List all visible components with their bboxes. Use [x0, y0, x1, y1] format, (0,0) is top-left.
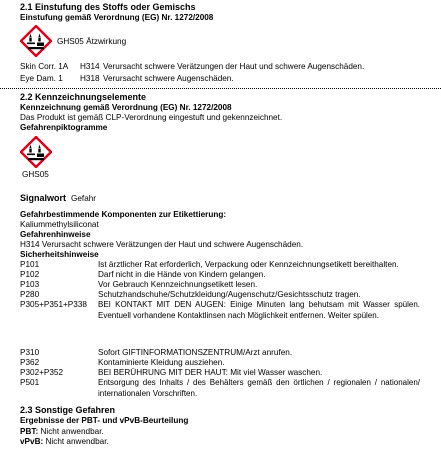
hazard-code: H314 [80, 62, 100, 71]
section-divider [0, 88, 441, 89]
pbt-line [20, 427, 104, 436]
precaution-text: Entsorgung des Inhalts / des Behälters gemäß den örtlichen / regionalen / nationalen/ internationalen Vorschriften. [98, 378, 420, 398]
signal-word-label: Signalwort [20, 193, 67, 203]
pictogram-caption: GHS05 [22, 170, 49, 179]
section-title: 2.1 Einstufung des Stoffs oder Gemischs [20, 2, 196, 12]
precaution-code: P103 [20, 280, 40, 289]
vpvb-value: Nicht anwendbar. [45, 437, 109, 446]
precaution-code: P102 [20, 270, 40, 279]
hazard-text: Verursacht schwere Verätzungen der Haut und schwere Augenschäden. [103, 62, 365, 71]
precaution-text: BEI BERÜHRUNG MIT DER HAUT: Mit viel Wasser waschen. [98, 368, 323, 377]
precaution-text: BEI KONTAKT MIT DEN AUGEN: Einige Minuten lang behutsam mit Wasser spülen. Eventuell vorhandene Kontaktlinsen nach Möglichkeit entfernen. Weiter spülen. [98, 300, 420, 320]
precaution-code: P280 [20, 290, 40, 299]
hazard-code: H318 [80, 74, 100, 83]
hazard-class: Eye Dam. 1 [20, 74, 63, 83]
precaution-code: P305+P351+P338 [20, 300, 87, 309]
hazard-class: Skin Corr. 1A [20, 62, 69, 71]
corrosion-icon [20, 25, 52, 57]
precaution-text: Vor Gebrauch Kennzeichnungsetikett lesen. [98, 280, 258, 289]
pbt-value: Nicht anwendbar. [40, 427, 104, 436]
precaution-text: Schutzhandschuhe/Schutzkleidung/Augenschutz/Gesichtsschutz tragen. [98, 290, 361, 299]
pbt-label: PBT: [20, 427, 39, 436]
corrosion-icon [20, 136, 52, 168]
pictogram-label: GHS05 Ätzwirkung [57, 37, 127, 46]
precaution-text: Sofort GIFTINFORMATIONSZENTRUM/Arzt anrufen. [98, 348, 293, 357]
section-subtitle: Kennzeichnung gemäß Verordnung (EG) Nr. 1272/2008 [20, 103, 232, 112]
precaution-code: P501 [20, 378, 40, 387]
hazard-notes-heading: Gefahrenhinweise [20, 230, 91, 239]
vpvb-line [20, 437, 109, 446]
hazard-text: Verursacht schwere Augenschäden. [103, 74, 234, 83]
section-title: 2.3 Sonstige Gefahren [20, 405, 116, 415]
section-subtitle: Einstufung gemäß Verordnung (EG) Nr. 1272/2008 [20, 13, 214, 22]
vpvb-label: vPvB: [20, 437, 44, 446]
precaution-code: P101 [20, 260, 40, 269]
precaution-code: P310 [20, 348, 40, 357]
components-heading: Gefahrbestimmende Komponenten zur Etikettierung: [20, 210, 227, 219]
precaution-code: P362 [20, 358, 40, 367]
precaution-text: Ist ärztlicher Rat erforderlich, Verpackung oder Kennzeichnungsetikett bereithalten. [98, 260, 399, 269]
pictograms-heading: Gefahrenpiktogramme [20, 123, 108, 132]
signal-word-value: Gefahr [71, 194, 97, 203]
precaution-text: Kontaminierte Kleidung ausziehen. [98, 358, 225, 367]
precaution-text: Darf nicht in die Hände von Kindern gelangen. [98, 270, 266, 279]
hazard-note: H314 Verursacht schwere Verätzungen der Haut und schwere Augenschäden. [20, 240, 304, 249]
precaution-code: P302+P352 [20, 368, 64, 377]
section-title: 2.2 Kennzeichnungselemente [20, 92, 147, 102]
section-subtitle: Ergebnisse der PBT- und vPvB-Beurteilung [20, 416, 189, 425]
clp-note: Das Produkt ist gemäß CLP-Verordnung eingestuft und gekennzeichnet. [20, 113, 283, 122]
safety-heading: Sicherheitshinweise [20, 250, 99, 259]
component-name: Kaliummethylsiliconat [20, 220, 99, 229]
